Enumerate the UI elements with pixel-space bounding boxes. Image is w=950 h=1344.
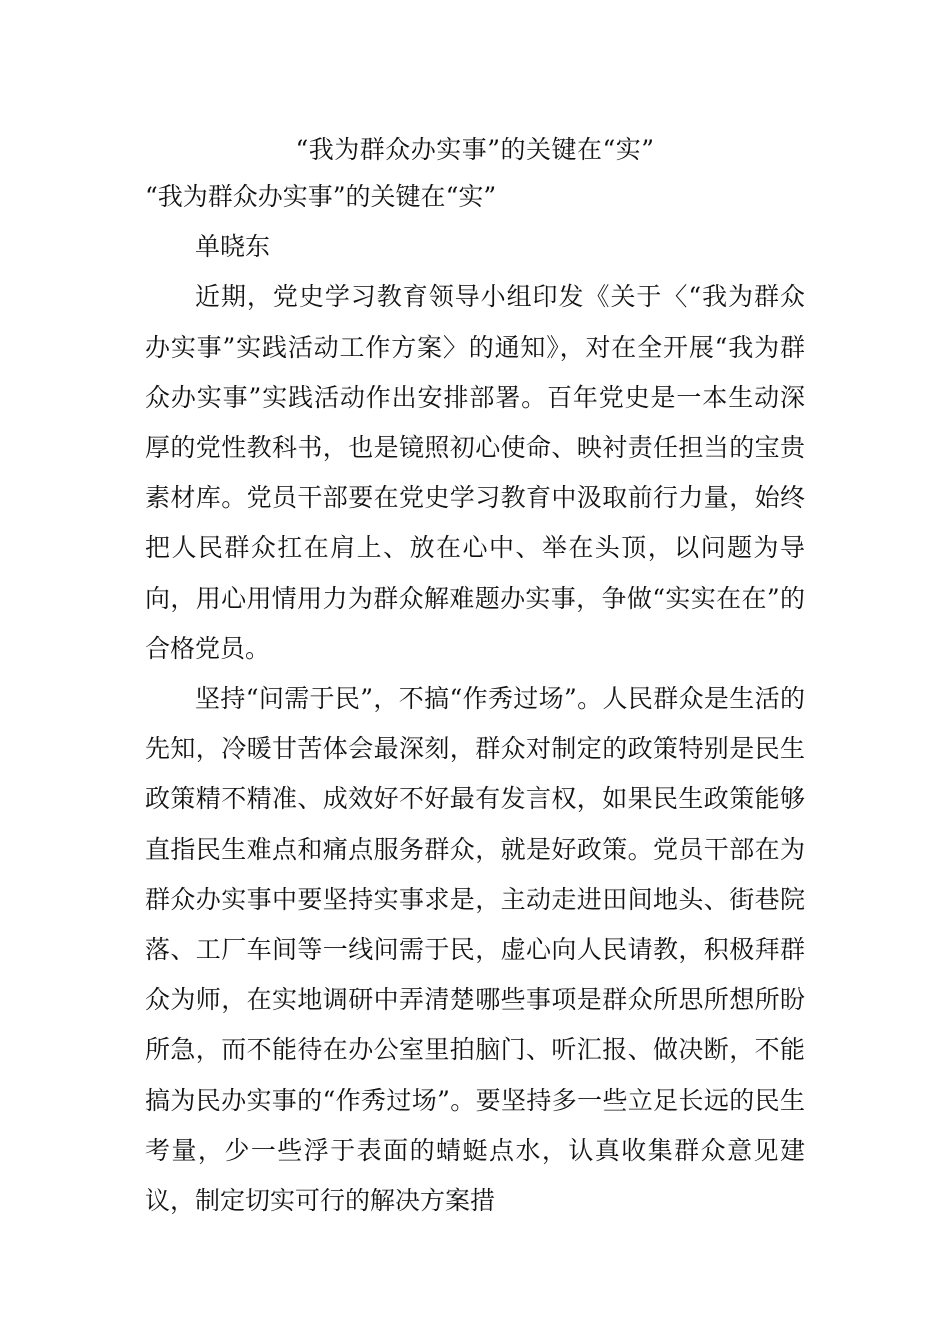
document-subtitle: “我为群众办实事”的关键在“实”	[145, 182, 497, 211]
document-title: “我为群众办实事”的关键在“实”	[295, 135, 655, 164]
paragraph-intro: 近期，党史学习教育领导小组印发《关于〈“我为群众办实事”实践活动工作方案〉的通知》，对在全开展“我为群众办实事”实践活动作出安排部署。百年党史是一本生动深厚的党性教科书，也是镜照初心使命、映衬责任担当的宝贵素材库。党员干部要在党史学习教育中汲取前行力量，始终把人民群众扛在肩上、放在心中、举在头顶，以问题为导向，用心用情用力为群众解难题办实事，争做“实实在在”的合格党员。	[145, 282, 805, 663]
paragraph-ask-needs: 坚持“问需于民”，不搞“作秀过场”。人民群众是生活的先知，冷暖甘苦体会最深刻，群众对制定的政策特别是民生政策精不精准、成效好不好最有发言权，如果民生政策能够直指民生难点和痛点服务群众，就是好政策。党员干部在为群众办实事中要坚持实事求是，主动走进田间地头、街巷院落、工厂车间等一线问需于民，虚心向人民请教，积极拜群众为师，在实地调研中弄清楚哪些事项是群众所思所想所盼所急，而不能待在办公室里拍脑门、听汇报、做决断，不能搞为民办实事的“作秀过场”。要坚持多一些立足长远的民生考量，少一些浮于表面的蜻蜓点水，认真收集群众意见建议，制定切实可行的解决方案措	[145, 684, 805, 1216]
document-body	[145, 172, 805, 1226]
author-name: 单晓东	[195, 232, 271, 262]
